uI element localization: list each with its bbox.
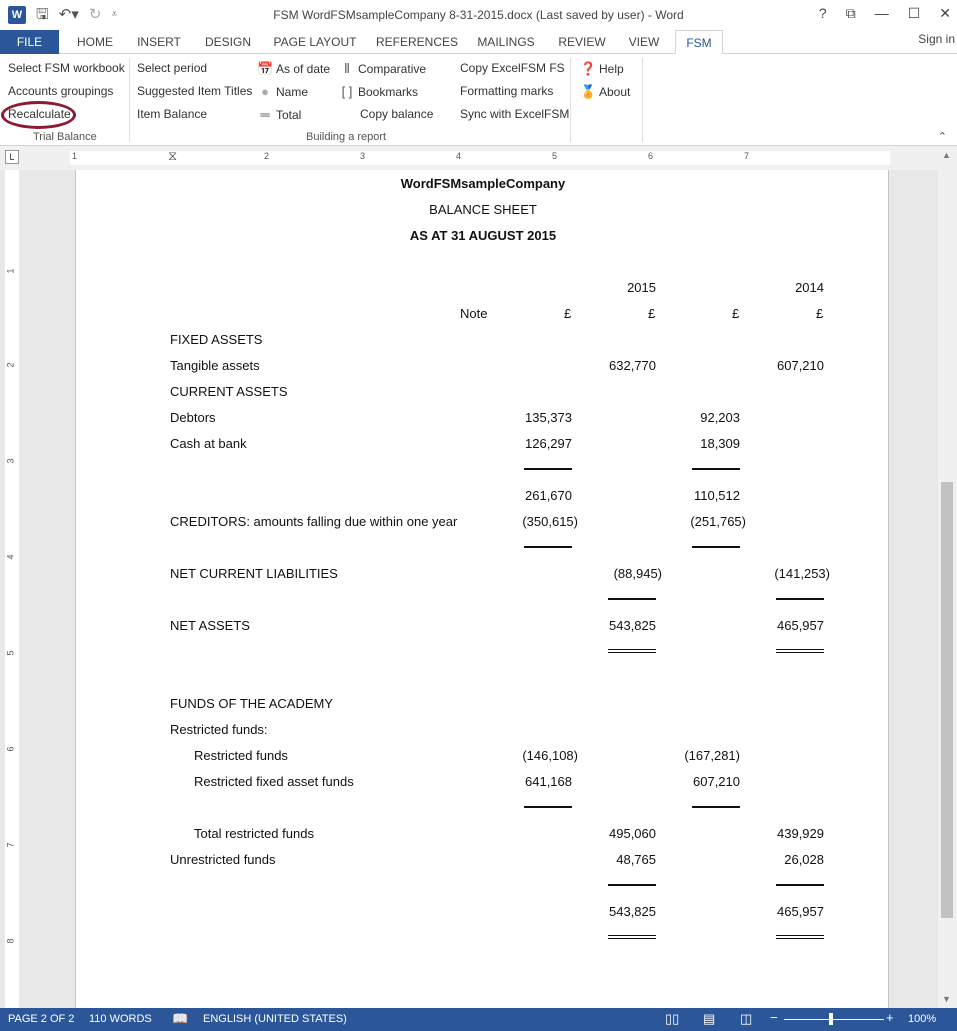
underline bbox=[692, 468, 740, 470]
tab-page-layout[interactable]: PAGE LAYOUT bbox=[273, 35, 357, 49]
collapse-ribbon-icon[interactable]: ⌃ bbox=[937, 131, 947, 143]
about-button[interactable] bbox=[580, 84, 630, 100]
double-underline bbox=[776, 649, 824, 653]
ruler-number: 8 bbox=[5, 938, 16, 944]
ruler-number: 2 bbox=[264, 151, 270, 161]
currency-header: £ bbox=[564, 306, 572, 321]
as-of-date-label: As of date bbox=[276, 62, 331, 76]
ruler-number: 3 bbox=[5, 458, 16, 464]
zoom-slider-thumb[interactable] bbox=[829, 1013, 833, 1025]
tab-home[interactable]: HOME bbox=[77, 35, 113, 49]
restricted-funds-label: Restricted funds bbox=[194, 748, 288, 763]
name-button[interactable] bbox=[257, 84, 308, 99]
underline bbox=[608, 598, 656, 600]
tab-fsm[interactable]: FSM bbox=[675, 30, 723, 55]
undo-icon[interactable]: ↶▾ bbox=[58, 6, 79, 23]
total-funds-2015: 543,825 bbox=[609, 904, 656, 919]
zoom-slider[interactable] bbox=[784, 1019, 884, 1020]
total-funds-2014: 465,957 bbox=[777, 904, 824, 919]
double-underline-icon: ═ bbox=[260, 107, 270, 122]
creditors-2014: (251,765) bbox=[690, 514, 746, 529]
accounts-groupings-label: Accounts groupings bbox=[8, 84, 114, 98]
redo-icon[interactable]: ↻ bbox=[88, 6, 102, 23]
building-report-group-label: Building a report bbox=[306, 131, 387, 143]
ruler-number: 1 bbox=[72, 151, 78, 161]
cash-2015: 126,297 bbox=[525, 436, 572, 451]
year-2014-header: 2014 bbox=[795, 280, 824, 295]
group-separator bbox=[570, 58, 571, 142]
ruler-number: 5 bbox=[552, 151, 558, 161]
help-ribbon-button[interactable] bbox=[580, 61, 624, 77]
fsm-ribbon bbox=[0, 54, 957, 146]
total-label: Total bbox=[276, 107, 302, 122]
bracket-icon: [ ] bbox=[341, 84, 353, 99]
tangible-assets-2015: 632,770 bbox=[609, 358, 656, 373]
formatting-marks-label: Formatting marks bbox=[460, 84, 554, 98]
highlight-circle bbox=[1, 101, 76, 129]
underline bbox=[608, 884, 656, 886]
document-page[interactable] bbox=[75, 170, 889, 1020]
copy-balance-button[interactable] bbox=[360, 107, 433, 121]
currency-header: £ bbox=[732, 306, 740, 321]
ncl-2014: (141,253) bbox=[774, 566, 830, 581]
restricted-funds-heading: Restricted funds: bbox=[170, 722, 268, 737]
restricted-funds-2014: (167,281) bbox=[684, 748, 740, 763]
bookmarks-label: Bookmarks bbox=[358, 84, 419, 99]
creditors-label: CREDITORS: amounts falling due within one year bbox=[170, 514, 458, 529]
ruler-number: 6 bbox=[5, 746, 16, 752]
sign-in-link[interactable]: Sign in bbox=[918, 32, 955, 46]
zoom-in-icon[interactable]: + bbox=[886, 1010, 894, 1025]
ruler-number: 4 bbox=[456, 151, 462, 161]
balance-sheet-date: AS AT 31 AUGUST 2015 bbox=[409, 228, 557, 243]
columns-icon: ⦀ bbox=[344, 61, 350, 76]
unrestricted-label: Unrestricted funds bbox=[170, 852, 276, 867]
help-icon: ❓ bbox=[580, 61, 597, 76]
sync-with-excelfsm-label: Sync with ExcelFSM bbox=[460, 107, 570, 121]
select-period-label: Select period bbox=[137, 61, 208, 75]
bookmarks-button[interactable] bbox=[339, 84, 418, 99]
restricted-funds-2015: (146,108) bbox=[522, 748, 578, 763]
ruler-number: 5 bbox=[5, 650, 16, 656]
current-subtotal-2014: 110,512 bbox=[693, 488, 740, 503]
web-layout-icon[interactable]: ◫ bbox=[740, 1011, 753, 1026]
scrollbar-thumb[interactable] bbox=[941, 482, 953, 918]
customize-toolbar-icon[interactable]: ⩡ bbox=[111, 9, 118, 20]
save-icon[interactable]: 🖫 bbox=[36, 6, 49, 23]
debtors-2014: 92,203 bbox=[700, 410, 740, 425]
double-underline bbox=[776, 935, 824, 939]
year-2015-header: 2015 bbox=[627, 280, 656, 295]
group-separator bbox=[642, 58, 643, 142]
total-restricted-2015: 495,060 bbox=[609, 826, 656, 841]
funds-heading: FUNDS OF THE ACADEMY bbox=[170, 696, 334, 711]
recalculate-label: Recalculate bbox=[8, 107, 71, 121]
tab-mailings[interactable]: MAILINGS bbox=[477, 35, 535, 49]
word-logo-icon: W bbox=[8, 6, 26, 24]
cash-at-bank-label: Cash at bank bbox=[170, 436, 247, 451]
ruler-number: 1 bbox=[5, 268, 16, 274]
tangible-assets-label: Tangible assets bbox=[170, 358, 260, 373]
ruler-number: 2 bbox=[5, 362, 16, 368]
total-restricted-2014: 439,929 bbox=[777, 826, 824, 841]
net-current-liabilities-label: NET CURRENT LIABILITIES bbox=[170, 566, 338, 581]
word-count[interactable]: 110 WORDS bbox=[89, 1013, 152, 1025]
name-label: Name bbox=[276, 84, 309, 99]
item-balance-button[interactable] bbox=[137, 107, 207, 121]
tab-view[interactable]: VIEW bbox=[628, 35, 660, 49]
select-period-button[interactable] bbox=[137, 61, 207, 75]
cash-2014: 18,309 bbox=[700, 436, 740, 451]
comparative-label: Comparative bbox=[358, 62, 427, 76]
company-name: WordFSMsampleCompany bbox=[400, 176, 566, 191]
restricted-fixed-label: Restricted fixed asset funds bbox=[194, 774, 354, 789]
debtors-label: Debtors bbox=[170, 410, 216, 425]
formatting-marks-button[interactable] bbox=[460, 84, 553, 98]
vertical-ruler[interactable] bbox=[5, 170, 19, 1008]
ruler-number: 4 bbox=[5, 554, 16, 560]
creditors-2015: (350,615) bbox=[522, 514, 578, 529]
indent-marker-icon[interactable]: ⧖ bbox=[168, 148, 178, 163]
person-icon: ● bbox=[261, 84, 269, 99]
tab-file[interactable]: FILE bbox=[0, 30, 59, 54]
item-balance-label: Item Balance bbox=[137, 107, 208, 121]
double-underline bbox=[608, 935, 656, 939]
calendar-icon: 📅 bbox=[257, 61, 274, 76]
underline bbox=[776, 598, 824, 600]
restricted-fixed-2015: 641,168 bbox=[525, 774, 572, 789]
scroll-up-icon[interactable]: ▲ bbox=[942, 150, 951, 160]
window-controls bbox=[819, 5, 951, 22]
net-assets-2014: 465,957 bbox=[777, 618, 824, 633]
underline bbox=[692, 806, 740, 808]
window-title: FSM WordFSMsampleCompany 8-31-2015.docx (Last saved by user) - Word bbox=[273, 8, 684, 22]
ribbon-display-button[interactable]: ⧉ bbox=[845, 5, 856, 21]
debtors-2015: 135,373 bbox=[525, 410, 572, 425]
unrestricted-2015: 48,765 bbox=[616, 852, 656, 867]
underline bbox=[524, 468, 572, 470]
help-button[interactable]: ? bbox=[818, 5, 827, 21]
tab-selector-icon[interactable]: L bbox=[5, 150, 19, 164]
underline bbox=[692, 546, 740, 548]
minimize-button[interactable]: — bbox=[874, 5, 889, 21]
help-label: Help bbox=[599, 62, 624, 76]
language-indicator[interactable]: ENGLISH (UNITED STATES) bbox=[203, 1013, 347, 1025]
ncl-2015: (88,945) bbox=[613, 566, 662, 581]
current-subtotal-2015: 261,670 bbox=[525, 488, 572, 503]
unrestricted-2014: 26,028 bbox=[784, 852, 824, 867]
balance-sheet-title: BALANCE SHEET bbox=[429, 202, 537, 217]
status-bar bbox=[0, 1008, 957, 1031]
double-underline bbox=[608, 649, 656, 653]
copy-balance-label: Copy balance bbox=[360, 107, 434, 121]
tab-review[interactable]: REVIEW bbox=[558, 35, 606, 49]
group-separator bbox=[129, 58, 130, 142]
current-assets-heading: CURRENT ASSETS bbox=[170, 384, 288, 399]
ruler-number: 7 bbox=[744, 151, 750, 161]
note-header: Note bbox=[460, 306, 488, 321]
close-button[interactable]: ✕ bbox=[939, 5, 951, 21]
total-restricted-label: Total restricted funds bbox=[194, 826, 314, 841]
currency-header: £ bbox=[816, 306, 824, 321]
restricted-fixed-2014: 607,210 bbox=[693, 774, 740, 789]
total-button[interactable] bbox=[257, 107, 301, 122]
tab-insert[interactable]: INSERT bbox=[137, 35, 181, 49]
zoom-out-icon[interactable]: − bbox=[770, 1010, 778, 1025]
as-of-date-button[interactable] bbox=[257, 61, 330, 77]
underline bbox=[524, 546, 572, 548]
trial-balance-group-label: Trial Balance bbox=[33, 131, 97, 143]
maximize-button[interactable]: ☐ bbox=[907, 5, 921, 21]
ruler-number: 6 bbox=[648, 151, 654, 161]
ruler-number: 3 bbox=[360, 151, 366, 161]
tab-references[interactable]: REFERENCES bbox=[375, 35, 458, 49]
fixed-assets-heading: FIXED ASSETS bbox=[170, 332, 263, 347]
sync-with-excelfsm-button[interactable] bbox=[460, 107, 569, 121]
ribbon-tabs bbox=[0, 30, 957, 54]
print-layout-icon[interactable]: ▤ bbox=[703, 1011, 716, 1026]
currency-header: £ bbox=[648, 306, 656, 321]
ruler-number: 7 bbox=[5, 842, 16, 848]
suggested-item-titles-label: Suggested Item Titles bbox=[137, 84, 253, 98]
comparative-button[interactable] bbox=[339, 61, 426, 77]
proofing-icon[interactable]: 📖 bbox=[172, 1011, 189, 1026]
tab-design[interactable]: DESIGN bbox=[204, 35, 251, 49]
select-fsm-workbook-label: Select FSM workbook bbox=[8, 61, 125, 75]
net-assets-2015: 543,825 bbox=[609, 618, 656, 633]
copy-excelfsm-fs-label: Copy ExcelFSM FS bbox=[460, 61, 565, 75]
horizontal-ruler[interactable] bbox=[70, 148, 890, 165]
zoom-level[interactable]: 100% bbox=[908, 1013, 937, 1025]
select-fsm-workbook-button[interactable] bbox=[8, 61, 125, 75]
title-bar bbox=[0, 0, 957, 30]
about-label: About bbox=[599, 85, 631, 99]
copy-excelfsm-fs-button[interactable] bbox=[460, 61, 565, 75]
accounts-groupings-button[interactable] bbox=[8, 84, 113, 98]
suggested-item-titles-button[interactable] bbox=[137, 84, 252, 98]
read-mode-icon[interactable]: ▯▯ bbox=[665, 1011, 680, 1026]
underline bbox=[776, 884, 824, 886]
net-assets-label: NET ASSETS bbox=[170, 618, 250, 633]
medal-icon: 🏅 bbox=[580, 84, 597, 99]
scroll-down-icon[interactable]: ▼ bbox=[942, 994, 951, 1004]
page-count[interactable]: PAGE 2 OF 2 bbox=[8, 1013, 75, 1025]
underline bbox=[524, 806, 572, 808]
tangible-assets-2014: 607,210 bbox=[777, 358, 824, 373]
